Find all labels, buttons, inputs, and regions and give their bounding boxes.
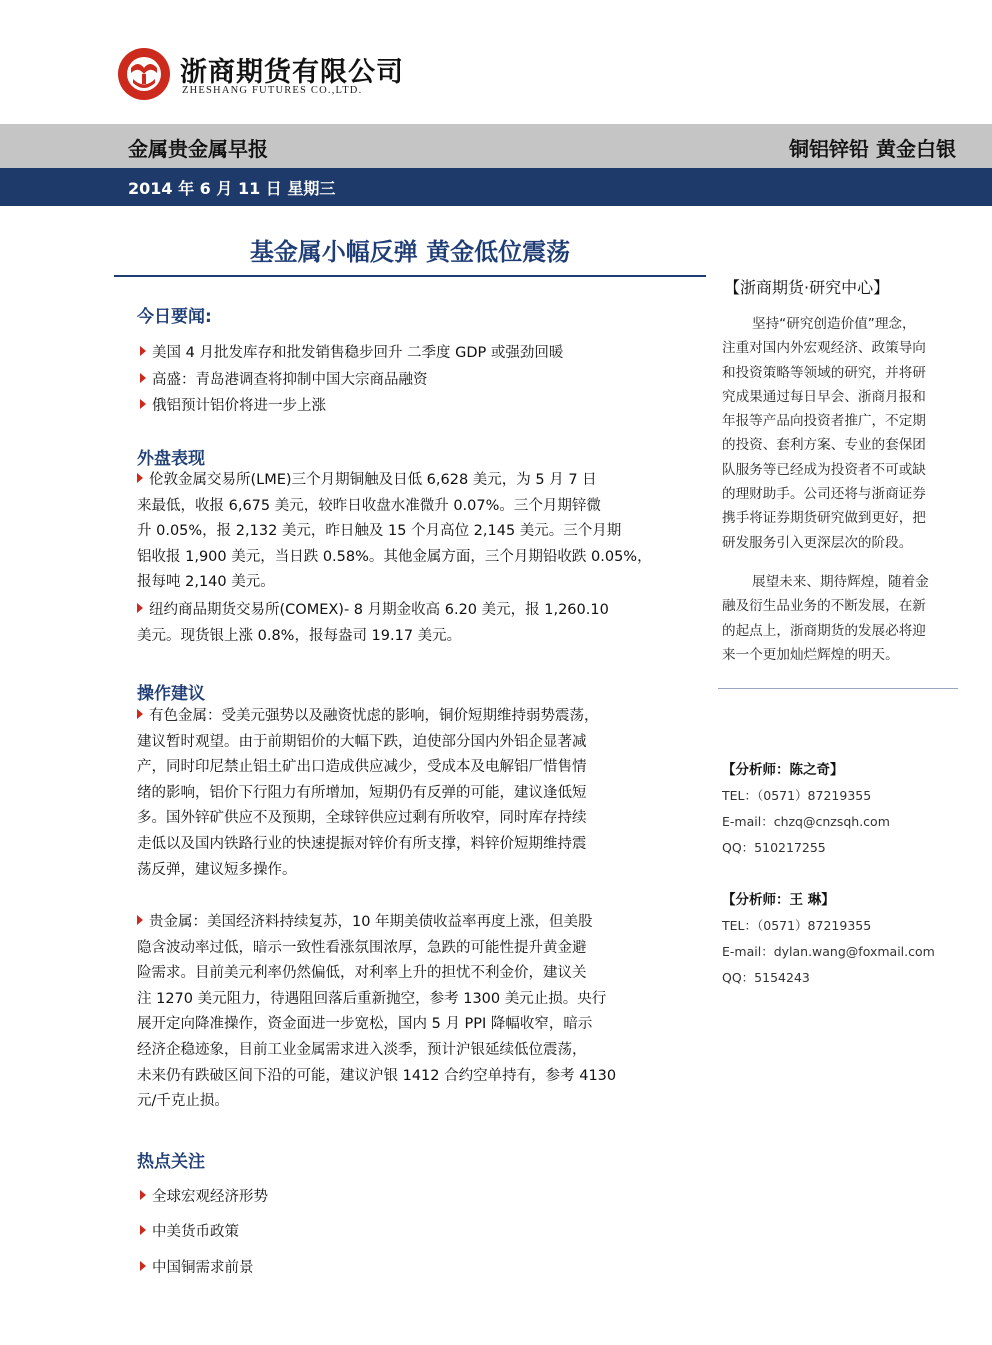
hotspot-item: 全球宏观经济形势 [140,1185,268,1206]
advice-paragraph: 贵金属：美国经济料持续复苏，10 年期美债收益率再度上涨，但美股 隐含波动率过低，暗示一致性看涨氛围浓厚，急跌的可能性提升黄金避 险需求。目前美元利率仍然偏低，对利率上升的担忧不利金价，建议关 注 1270 美元阻力，待遇阻回落后重新抛空，参考 1300 美元止损。央行 展开定向降准操作，资金面进一步宽松，国内 5 月 PPI 降幅收窄，暗示 经济企稳迹象，目前工业金属需求进入淡季，预计沪银延续低位震荡， 未来仍有跌破区间下沿的可能，建议沪银 1412 合约空单持有，参考 4130 元/千克止损。 [137,914,617,1110]
bullet-arrow-icon [140,1190,146,1200]
sidebar-divider [718,688,958,689]
news-item: 俄铝预计铝价将进一步上涨 [140,394,326,415]
analyst-email[interactable]: E-mail：dylan.wang@foxmail.com [722,944,935,959]
report-header-band [0,124,992,168]
company-name-cn: 浙商期货有限公司 [180,57,404,88]
analyst-name: 【分析师：王 琳】 [722,892,835,908]
bullet-arrow-icon [137,603,143,613]
hotspots-heading: 热点关注 [137,1152,205,1172]
report-categories: 铜铝锌铅 黄金白银 [789,137,956,161]
bullet-arrow-icon [140,1225,146,1235]
date-band [0,168,992,206]
analyst-name: 【分析师：陈之奇】 [722,762,844,778]
report-title-text: 基金属小幅反弹 黄金低位震荡 [249,238,571,266]
analyst-phone: TEL：（0571）87219355 [722,788,872,803]
bullet-arrow-icon [137,473,143,483]
news-item: 高盛：青岛港调查将抑制中国大宗商品融资 [140,368,428,389]
report-date: 2014 年 6 月 11 日 星期三 [128,179,336,198]
analyst-email[interactable]: E-mail：chzq@cnzsqh.com [722,814,890,829]
overseas-heading: 外盘表现 [137,449,205,469]
company-name-en: ZHESHANG FUTURES CO.,LTD. [182,85,363,96]
report-title [0,232,820,267]
advice-paragraph: 有色金属：受美元强势以及融资忧虑的影响，铜价短期维持弱势震荡， 建议暂时观望。由于前期铝价的大幅下跌，迫使部分国内外铝企显著减 产，同时印尼禁止铝土矿出口造成供应减少，受成本及电解铝厂惜售情 绪的影响，铝价下行阻力有所增加，短期仍有反弹的可能，建议逢低短 多。国外锌矿供应不及预期，全球锌供应过剩有所收窄，同时库存持续 走低以及国内铁路行业的快速提振对锌价有所支撑，料锌价短期维持震 荡反弹，建议短多操作。 [137,708,599,878]
analyst-phone: TEL：（0571）87219355 [722,918,872,933]
hotspot-item: 中美货币政策 [140,1220,239,1241]
overseas-paragraph: 纽约商品期货交易所(COMEX)- 8 月期金收高 6.20 美元，报 1,260.10 美元。现货银上涨 0.8%，报每盎司 19.17 美元。 [137,602,609,644]
bullet-arrow-icon [140,373,146,383]
news-heading: 今日要闻: [137,307,212,327]
analyst-qq: QQ：5154243 [722,970,810,985]
bullet-arrow-icon [137,915,143,925]
advice-heading: 操作建议 [137,684,205,704]
bullet-arrow-icon [140,346,146,356]
title-divider [114,275,706,277]
analyst-qq: QQ：510217255 [722,840,826,855]
news-item: 美国 4 月批发库存和批发销售稳步回升 二季度 GDP 或强劲回暖 [140,341,563,362]
company-intro: 坚持“研究创造价值”理念， 注重对国内外宏观经济、政策导向 和投资策略等领域的研究，并将研 究成果通过每日早会、浙商月报和 年报等产品向投资者推广，不定期 的投资、套利方案、专业的套保团 队服务等已经成为投资者不可或缺 的理财助手。公司还将与浙商证券 携手将证券期货研究做到更好，把 研发服务引入更深层次的阶段。 [722,316,926,551]
company-outlook: 展望未来、期待辉煌，随着金 融及衍生品业务的不断发展，在新 的起点上，浙商期货的发展必将迎 来一个更加灿烂辉煌的明天。 [722,574,929,663]
overseas-paragraph: 伦敦金属交易所(LME)三个月期铜触及日低 6,628 美元，为 5 月 7 日 来最低，收报 6,675 美元，较昨日收盘水准微升 0.07%。三个月期锌微 升 0.05%，报 2,132 美元，昨日触及 15 个月高位 2,145 美元。三个月期 铝收报 1,900 美元，当日跌 0.58%。其他金属方面，三个月期铅收跌 0.05%， 报每吨 2,140 美元。 [137,472,652,591]
bullet-arrow-icon [140,399,146,409]
report-type: 金属贵金属早报 [128,137,268,161]
bullet-arrow-icon [140,1261,146,1271]
hotspot-item: 中国铜需求前景 [140,1256,254,1277]
company-logo-icon [116,46,172,102]
research-center-label: 【浙商期货·研究中心】 [724,278,890,297]
company-logo [116,46,416,106]
bullet-arrow-icon [137,709,143,719]
